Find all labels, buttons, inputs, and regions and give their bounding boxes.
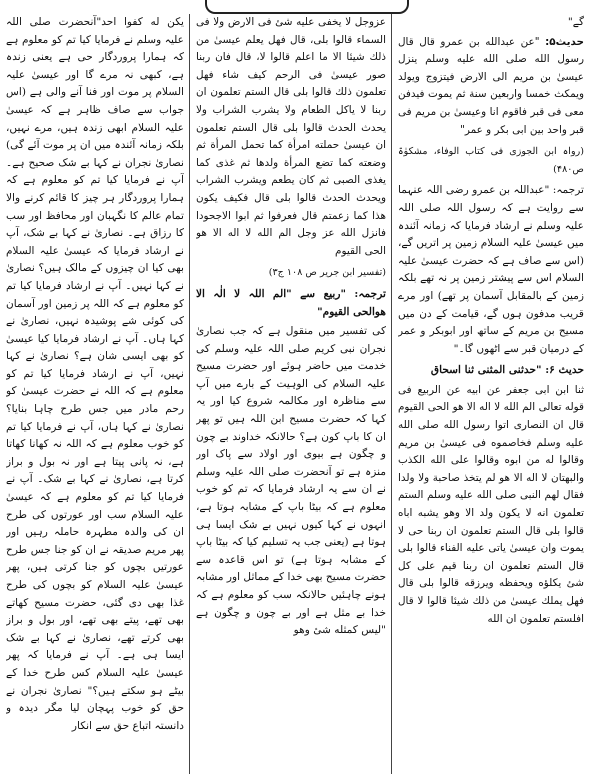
hadith-6-arabic-continued: عزوجل لا يخفى عليه شئ فى الارض ولا فى السماء قالوا بلى، قال فهل يعلم عيسىٰ من ذلك شيئا الا ما اعلم قالوا لا، قال فان ربنا صور عيسىٰ فى الرحم كيف شاء فهل تعلمون ذلك قالوا بلى قال الستم تعلمون ان ربنا لا ياكل الطعام ولا يشرب الشراب ولا يحدث الحدث قالوا بلى قال الستم تعلمون ان عيسىٰ حملته امرأة كما تحمل المرأة ثم وضعته كما تضع المرأة ولدها ثم غذى كما يغذى الصبى ثم كان يطعم ويشرب الشراب ويحدث الحدث قالوا بلى قال فكيف يكون هذا كما زعمتم قال فعرفوا ثم ابوا الاجحودا فانزل الله عز وجل الم الله لا اله الا هو الحى القيوم [196, 16, 386, 257]
continuation-text: گے" [567, 16, 584, 28]
translation-text: کی تفسیر میں منقول ہے کہ جب نصاریٰ نجران نبی کریم صلی اللہ علیہ وسلم کی خدمت میں حاضر ہوئے اور حضرت مسیح علیہ السلام کی الوہیت کے بارے میں آپ سے مناظرہ اور مکالمہ شروع کیا اور یہ کہا کہ حضرت مسیح ابن اللہ ہیں تو پھر ان کا باپ کون ہے؟ حالانکہ خداوند بے چون و چگون ہے بیوی اور اولاد سے پاک اور منزہ ہے تو آنحضرت صلی اللہ علیہ وسلم نے ان سے یہ ارشاد فرمایا کہ تم کو خوب معلوم ہے کہ بیٹا باپ کے مشابہ ہوتا ہے، انہوں نے کہا کیوں نہیں بے شک ایسا ہی ہوتا ہے (یعنی جب یہ تسلیم کیا کہ بیٹا باپ کے مشابہ ہوتا ہے) تو اس قاعدہ سے حضرت مسیح بھی خدا کے مماثل اور مشابہ ہونے چاہئیں حالانکہ سب کو معلوم ہے کہ خدا بے مثل ہے اور بے چون و چگون ہے "لیس کمثله شئ وهو [196, 325, 386, 637]
column-left [6, 14, 184, 774]
column-divider-right [391, 14, 392, 774]
hadith-5-arabic [398, 34, 584, 140]
hadith-6-arabic: ثنا ابن ابى جعفر عن ابيه عن الربيع فى قوله تعالى الم الله لا اله الا هو الحى القيوم قال ان النصارى اتوا رسول الله صلى الله عليه وسلم فخاصموه فى عيسىٰ بن مريم وقالوا له من ابوه وقالوا على الله الكذب والبهتان لا اله الا هو لم يتخذ صاحبة ولا ولدا فقال لهم النبى صلى الله عليه وسلم الستم تعلمون انه لا يكون ولد الا وهو يشبه اباه قالوا بلى قال الستم تعلمون ان ربنا حى لا يموت وان عيسىٰ ياتى عليه الفناء قالوا بلى قال الستم تعلمون ان ربنا قيم على كل شئ يكلؤه ويحفظه ويرزقه قالوا بلى قال فهل يملك عيسىٰ من ذلك شيئا قالوا لا قال افلستم تعلمون ان الله [398, 383, 584, 625]
hadith-6-heading: حدیث ۶: "حدثنى المثنى ثنا اسحاق [430, 364, 584, 377]
column-right [398, 14, 584, 774]
page-header-ornament [205, 0, 409, 14]
column-middle [196, 14, 386, 774]
translation-continued: یکن له کفوا احد"آنحضرت صلی اللہ علیہ وسلم نے فرمایا کیا تم کو معلوم ہے کہ ہمارا پروردگار حی ہے یعنی زندہ ہے، کبھی نہ مرے گا اور عیسیٰ علیہ السلام پر موت اور فنا آنے والی ہے (اس جواب سے صاف ظاہر ہے کہ عیسیٰ علیہ السلام ابھی زندہ ہیں، مرے نہیں، بلکہ زمانہ آئندہ میں ان پر موت آئے گی) نصاریٰ نجران نے کہا بے شک صحیح ہے۔ آپ نے فرمایا کیا تم کو معلوم ہے کہ ہمارا پروردگار ہر چیز کا قائم کرنے والا تمام عالم کا نگہبان اور محافظ اور سب کا رزاق ہے۔ نصاریٰ نے کہا بے شک، آپ نے ارشاد فرمایا کہ عیسیٰ علیہ السلام بھی کیا ان چیزوں کے مالک ہیں؟ نصاریٰ نے کہا نہیں۔ آپ نے ارشاد فرمایا کیا تم کو معلوم ہے کہ اللہ پر زمین اور آسمان کی کوئی شے پوشیدہ نہیں، نصاریٰ نے کہا ہاں۔ آپ نے ارشاد فرمایا کیا عیسیٰ کو بھی ایسی شان ہے؟ نصاریٰ نے کہا نہیں، آپ نے ارشاد فرمایا کیا تم کو معلوم ہے کہ اللہ نے حضرت عیسیٰ کو رحم مادر میں جس طرح چاہا بنایا؟ نصاریٰ نے کہا ہاں، آپ نے فرمایا کیا تم کو خوب معلوم ہے کہ اللہ نہ کھانا کھاتا ہے، نہ پانی پیتا ہے اور نہ بول و براز کرتا ہے، نصاریٰ نے کہا بے شک۔ آپ نے فرمایا کیا تم کو معلوم ہے کہ عیسیٰ علیہ السلام سب اور عورتوں کی طرح ان کی والدہ مطہرہ حاملہ رہیں اور پھر مریم صدیقہ نے ان کو جنا جس طرح عورتیں بچوں کو جنا کرتی ہیں، پھر عیسیٰ علیہ السلام کو بچوں کی طرح غذا بھی دی گئی، حضرت مسیح کھاتے بھی تھے، پیتے بھی تھے، اور بول و براز بھی کرتے تھے، نصاریٰ نے کہا بے شک ایسا ہی ہے۔ آپ نے فرمایا کہ پھر عیسیٰ علیہ السلام کس طرح خدا کے بیٹے ہو سکتے ہیں؟" نصاریٰ نجران نے حق کو خوب پہچان لیا مگر دیدہ و دانستہ اتباع حق سے انکار [6, 16, 184, 732]
tafsir-reference: (تفسیر ابن جریر ص ۱۰۸ ج۳) [268, 267, 386, 279]
hadith-5-label: حدیث۵: [545, 35, 584, 48]
hadith-5-reference: (رواہ ابن الجوزی فی کتاب الوفاء، مشکوٰۃ ص۴۸۰) [398, 146, 584, 175]
hadith-5-translation: ترجمہ: "عبداللہ بن عمرو رضی اللہ عنہما سے روایت ہے کہ رسول اللہ صلی اللہ علیہ وسلم نے ارشاد فرمایا کہ زمانہ آئندہ میں عیسیٰ علیہ السلام زمین پر اتریں گے، (اس سے صاف ہے کہ حضرت عیسیٰ علیہ السلام اس سے پیشتر زمین پر نہ تھے بلکہ زمین کے بالمقابل آسمان پر تھے) اور مرے قریب مدفون ہوں گے، قیامت کے دن میں مسیح بن مریم کے ساتھ اور ابوبکر و عمر کے درمیان قبر سے اٹھوں گا۔" [398, 184, 584, 355]
column-divider-left [189, 14, 190, 774]
translation-heading: ترجمہ: "ربیع سے "الم اللہ لا الٰہ الا ھوالحی القیوم" [196, 287, 386, 318]
hadith-5-text: "عن عبدالله بن عمرو قال قال رسول الله صلى الله عليه وسلم ينزل عيسىٰ بن مريم الى الارض فيتزوج ويولد ويمكث خمسا واربعين سنة ثم يموت فيدفن معى فى قبر فاقوم انا وعيسىٰ بن مريم فى قبر واحد بين ابى بكر و عمر" [398, 35, 584, 136]
